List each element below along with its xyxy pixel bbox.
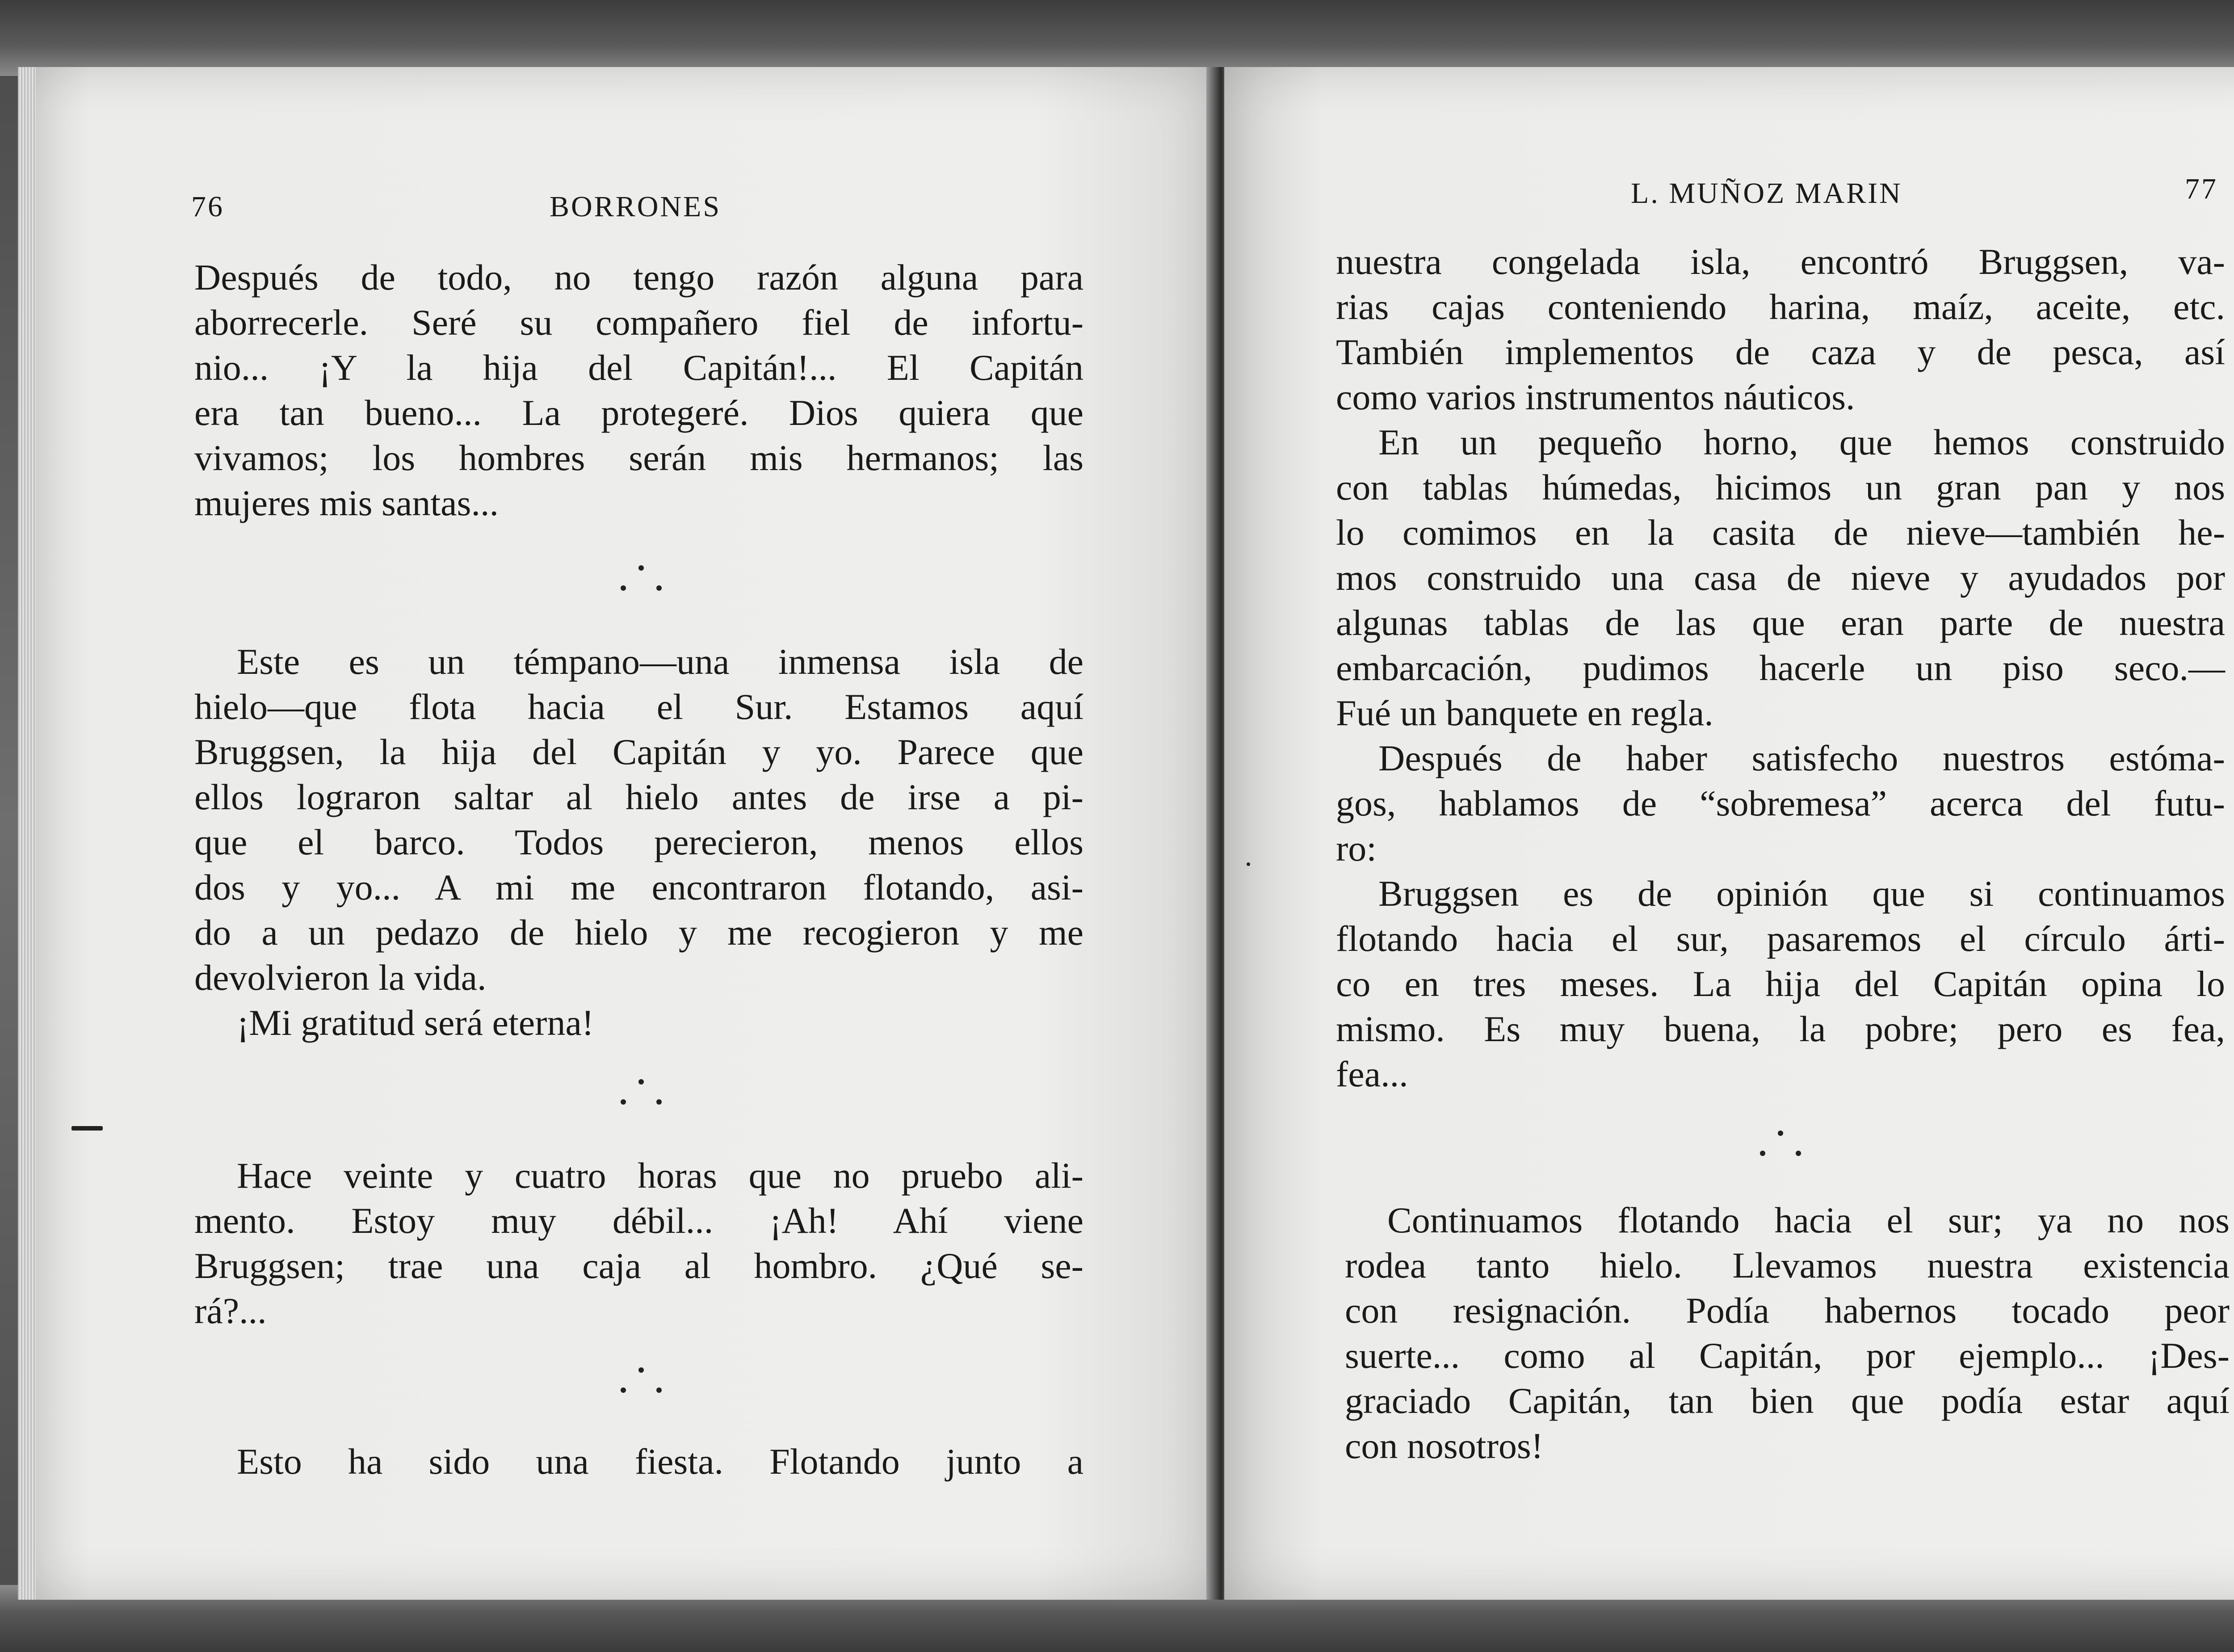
text-line: con nosotros!: [1345, 1425, 1544, 1466]
text-line: hielo—que flota hacia el Sur. Estamos aquí: [194, 686, 1083, 727]
text-line: Esto ha sido una fiesta. Flotando junto a: [237, 1441, 1083, 1482]
text-line: flotando hacia el sur, pasaremos el círculo árti-: [1336, 918, 2225, 959]
text-line: con resignación. Podía habernos tocado peor: [1345, 1290, 2230, 1331]
left-section-2: [194, 639, 1083, 1045]
section-asterism: [619, 1079, 663, 1124]
left-page-number: 76: [191, 190, 224, 223]
text-line: con tablas húmedas, hicimos un gran pan y nos: [1336, 467, 2225, 508]
text-line: nuestra congelada isla, encontró Bruggsen, va-: [1336, 241, 2225, 282]
text-line: rá?...: [194, 1290, 267, 1331]
section-asterism: [619, 1367, 663, 1412]
text-line: Bruggsen; trae una caja al hombro. ¿Qué se-: [194, 1245, 1083, 1286]
text-line: mos construido una casa de nieve y ayudados por: [1336, 557, 2225, 598]
right-running-head: L. MUÑOZ MARIN: [1631, 177, 1902, 210]
left-section-4: [194, 1439, 1083, 1484]
text-line: aborrecerle. Seré su compañero fiel de infortu-: [194, 302, 1083, 343]
text-line: Bruggsen, la hija del Capitán y yo. Parece que: [194, 731, 1083, 772]
text-line: Fué un banquete en regla.: [1336, 693, 1713, 733]
left-section-3: [194, 1153, 1083, 1333]
left-section-1: [194, 255, 1083, 525]
print-mark: [71, 1126, 103, 1131]
text-line: co en tres meses. La hija del Capitán opina lo: [1336, 963, 2225, 1004]
text-line: fea...: [1336, 1054, 1408, 1094]
text-line: ellos lograron saltar al hielo antes de irse a pi-: [194, 777, 1083, 817]
text-line: algunas tablas de las que eran parte de nuestra: [1336, 602, 2225, 643]
text-line: Hace veinte y cuatro horas que no pruebo ali-: [237, 1155, 1083, 1196]
text-line: mujeres mis santas...: [194, 483, 499, 523]
text-line: rias cajas conteniendo harina, maíz, aceite, etc.: [1336, 286, 2225, 327]
text-line: mento. Estoy muy débil... ¡Ah! Ahí viene: [194, 1200, 1083, 1241]
text-line: como varios instrumentos náuticos.: [1336, 377, 1855, 417]
text-line: ¡Mi gratitud será eterna!: [237, 1002, 594, 1043]
text-line: Continuamos flotando hacia el sur; ya no nos: [1387, 1200, 2230, 1240]
text-line: graciado Capitán, tan bien que podía estar aquí: [1345, 1380, 2230, 1421]
text-line: También implementos de caza y de pesca, así: [1336, 332, 2225, 372]
text-line: embarcación, pudimos hacerle un piso seco.—: [1336, 647, 2225, 688]
text-line: Después de todo, no tengo razón alguna para: [194, 257, 1083, 298]
text-line: era tan bueno... La protegeré. Dios quiera que: [194, 392, 1083, 433]
text-line: vivamos; los hombres serán mis hermanos; las: [194, 437, 1083, 478]
section-asterism: [1758, 1131, 1803, 1175]
text-line: rodea tanto hielo. Llevamos nuestra existencia: [1345, 1245, 2230, 1286]
text-line: gos, hablamos de “sobremesa” acerca del futu-: [1336, 783, 2225, 824]
right-paragraph-1: [1336, 239, 2225, 1097]
text-line: ro:: [1336, 828, 1377, 869]
left-page-edges: [18, 67, 36, 1600]
text-line: lo comimos en la casita de nieve—también he-: [1336, 512, 2225, 553]
text-line: do a un pedazo de hielo y me recogieron y me: [194, 912, 1083, 953]
text-line: Bruggsen es de opinión que si continuamos: [1378, 873, 2225, 914]
text-line: que el barco. Todos perecieron, menos ellos: [194, 822, 1083, 862]
top-background-band: [0, 0, 2234, 76]
text-line: suerte... como al Capitán, por ejemplo... ¡Des-: [1345, 1335, 2230, 1376]
text-line: Este es un témpano—una inmensa isla de: [237, 641, 1083, 682]
text-line: En un pequeño horno, que hemos construido: [1378, 422, 2225, 462]
text-line: mismo. Es muy buena, la pobre; pero es fea,: [1336, 1009, 2225, 1049]
text-line: Después de haber satisfecho nuestros estóma-: [1378, 738, 2225, 778]
right-paragraph-5: [1345, 1198, 2230, 1468]
text-line: nio... ¡Y la hija del Capitán!... El Capitán: [194, 347, 1083, 388]
section-asterism: [619, 565, 663, 610]
right-page-number: 77: [2185, 172, 2218, 205]
text-line: devolvieron la vida.: [194, 957, 487, 998]
text-line: dos y yo... A mi me encontraron flotando, asi-: [194, 867, 1083, 908]
print-mark: [1247, 862, 1250, 866]
left-running-head: BORRONES: [550, 190, 722, 223]
